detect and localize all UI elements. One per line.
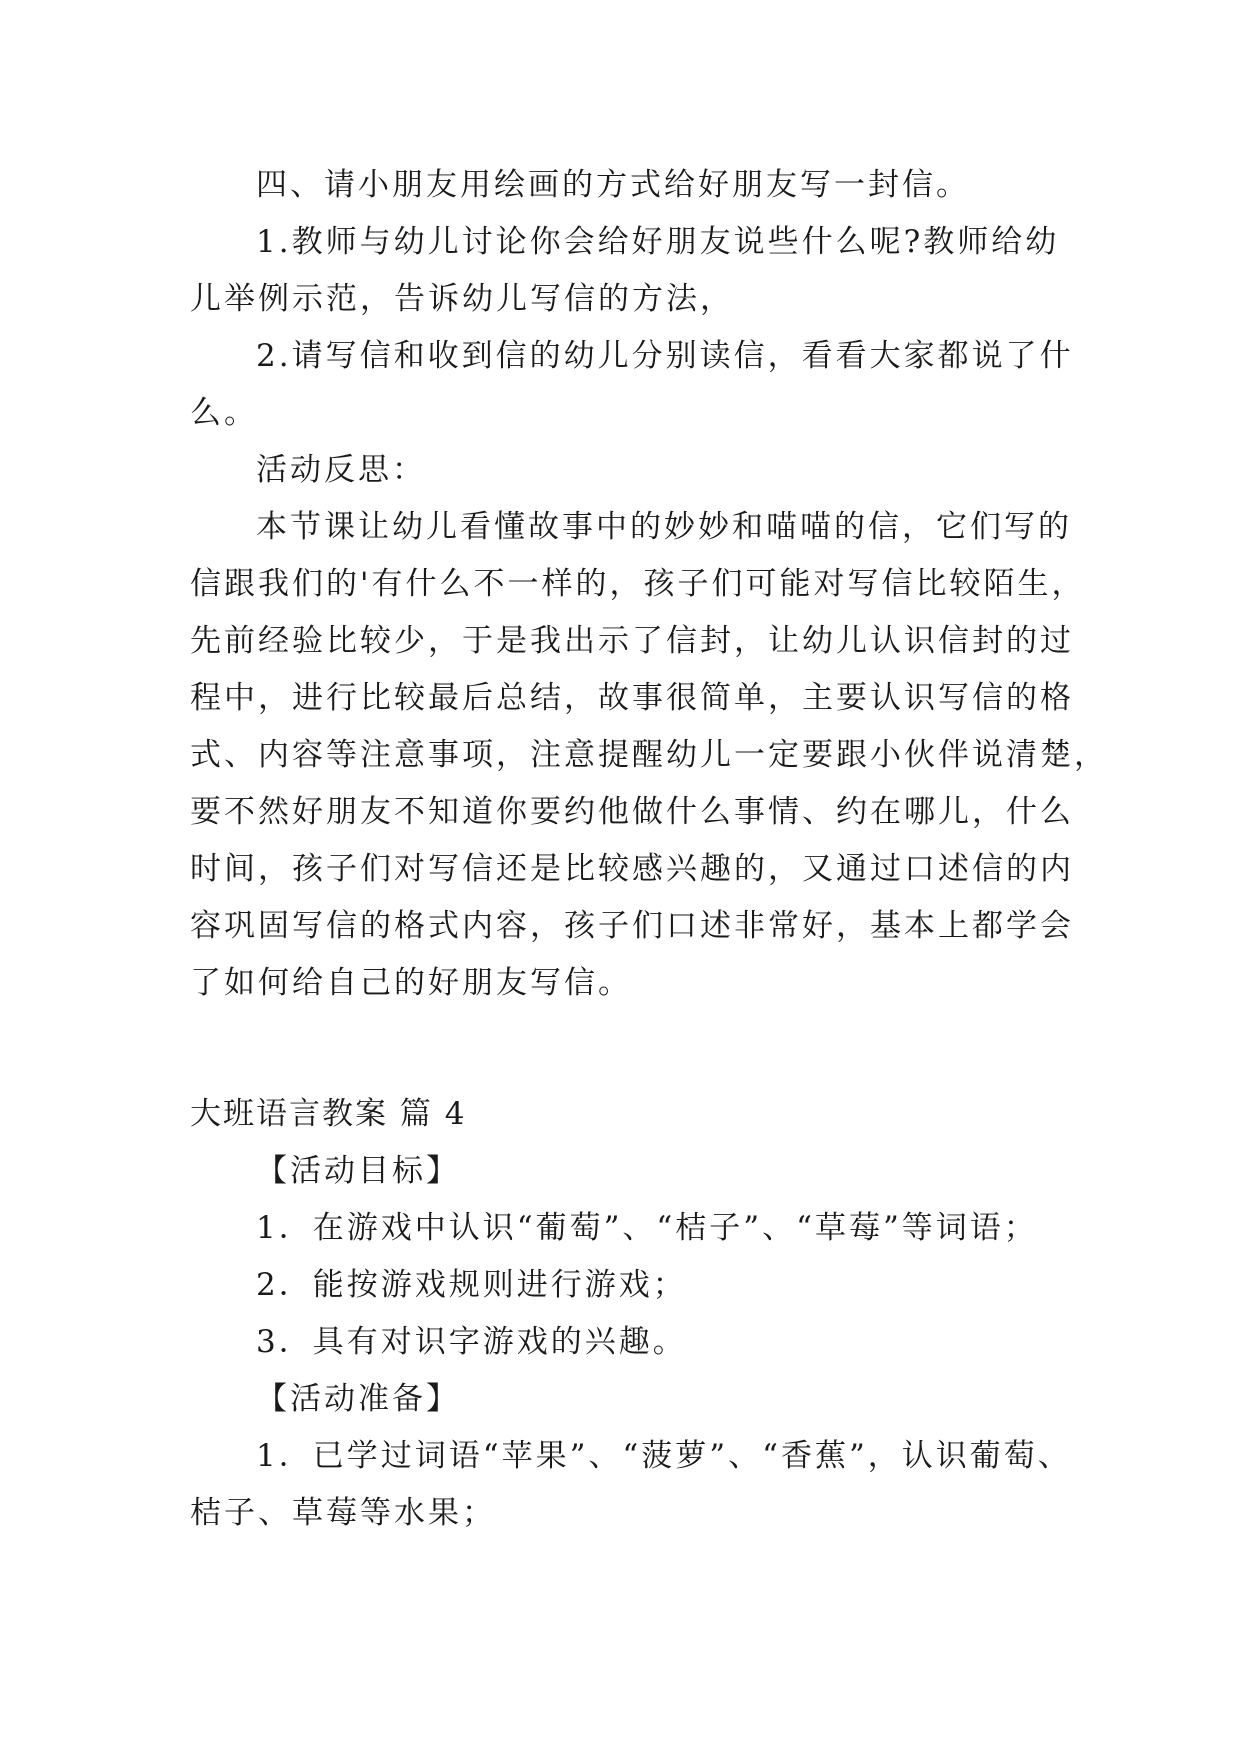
paragraph-step-1-line-1: 1.教师与幼儿讨论你会给好朋友说些什么呢?教师给幼 [256, 224, 1060, 260]
reflection-line: 了如何给自己的好朋友写信。 [190, 965, 632, 1001]
reflection-line: 先前经验比较少，于是我出示了信封，让幼儿认识信封的过 [190, 623, 1074, 659]
reflection-line: 时间，孩子们对写信还是比较感兴趣的，又通过口述信的内 [190, 851, 1074, 887]
goal-item: 3．具有对识字游戏的兴趣。 [256, 1324, 687, 1360]
reflection-line: 程中，进行比较最后总结，故事很简单，主要认识写信的格 [190, 680, 1074, 716]
prep-title: 【活动准备】 [256, 1381, 460, 1417]
goals-title: 【活动目标】 [256, 1153, 460, 1189]
prep-item-line-2: 桔子、草莓等水果； [190, 1495, 496, 1531]
section-heading: 大班语言教案 篇 4 [190, 1096, 467, 1132]
paragraph-step-1-line-2: 儿举例示范，告诉幼儿写信的方法， [190, 281, 734, 317]
reflection-line: 要不然好朋友不知道你要约他做什么事情、约在哪儿，什么 [190, 794, 1074, 830]
reflection-line: 式、内容等注意事项，注意提醒幼儿一定要跟小伙伴说清楚， [190, 737, 1108, 773]
reflection-line: 容巩固写信的格式内容，孩子们口述非常好，基本上都学会 [190, 908, 1074, 944]
prep-item-line-1: 1．已学过词语“苹果”、“菠萝”、“香蕉”，认识葡萄、 [256, 1438, 1072, 1474]
paragraph-step-2-line-2: 么。 [190, 395, 258, 431]
paragraph-step-2-line-1: 2.请写信和收到信的幼儿分别读信，看看大家都说了什 [256, 338, 1074, 374]
paragraph-step-four: 四、请小朋友用绘画的方式给好朋友写一封信。 [256, 167, 970, 203]
goal-item: 1．在游戏中认识“葡萄”、“桔子”、“草莓”等词语； [256, 1210, 1038, 1246]
reflection-title: 活动反思： [256, 452, 426, 488]
reflection-line: 信跟我们的'有什么不一样的，孩子们可能对写信比较陌生， [190, 566, 1086, 602]
goal-item: 2．能按游戏规则进行游戏； [256, 1267, 687, 1303]
reflection-line: 本节课让幼儿看懂故事中的妙妙和喵喵的信，它们写的 [256, 509, 1072, 545]
